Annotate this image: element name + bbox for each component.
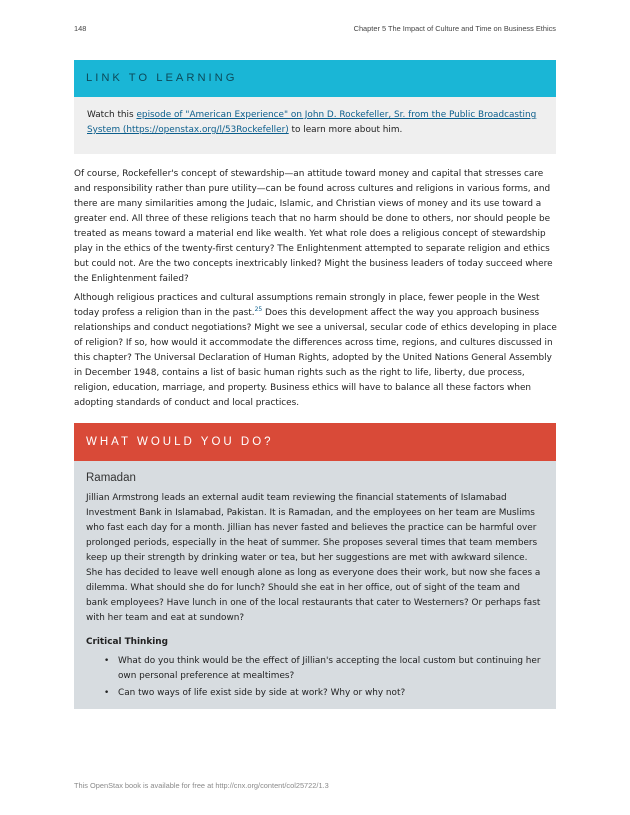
bullet-icon: • bbox=[104, 656, 110, 666]
critical-thinking-list bbox=[86, 654, 542, 701]
link-to-learning-title: LINK TO LEARNING bbox=[74, 60, 556, 97]
link-to-learning-body bbox=[74, 97, 556, 138]
page-header bbox=[74, 24, 556, 38]
paragraph-stewardship: Of course, Rockefeller's concept of stewardship—an attitude toward money and capital that stresses care and responsibility rather than pure utility—can be found across cultures and religions in various forms, and there are many similarities among the Judaic, Islamic, and Christian views of money and its use toward a greater end. All three of these religions teach that no harm should be done to others, nor should people be treated as means toward a material end like wealth. Yet what role does a religious concept of stewardship play in the ethics of the twenty-first century? The Enlightenment attempted to separate religion and ethics but could not. Are the two concepts inextricably linked? Might the business leaders of today succeed where the Enlightenment failed? bbox=[74, 169, 553, 284]
critical-thinking-heading: Critical Thinking bbox=[86, 637, 168, 647]
case-subtitle: Ramadan bbox=[86, 472, 136, 484]
case-text: Jillian Armstrong leads an external audit team reviewing the financial statements of Islamabad Investment Bank in Islamabad, Pakistan. It is Ramadan, and the employees on her team are Muslims who fast each day for a month. Jillian has never fasted and believes the practice can be harmful over prolonged periods, especially in the heat of summer. She proposes several times that team members keep up their strength by drinking water or tea, but her suggestions are met with awkward silence. She has decided to leave well enough alone as long as everyone does their work, but now she faces a dilemma. What should she do for lunch? Should she eat in her office, out of sight of the team and bank employees? Have lunch in one of the local restaurants that cater to Westerners? Or perhaps fast with her team and eat at sundown? bbox=[86, 493, 541, 623]
list-item bbox=[104, 686, 542, 701]
footnote-ref[interactable]: 25 bbox=[254, 306, 263, 314]
what-would-you-do-box bbox=[74, 423, 556, 709]
question-text: What do you think would be the effect of Jillian's accepting the local custom but continuing her own personal preference at mealtimes? bbox=[118, 656, 541, 681]
link-to-learning-box bbox=[74, 60, 556, 154]
paragraph-religion-part2: Does this development affect the way you approach business relationships and conduct negotiations? Might we see a universal, secular code of ethics developing in place of religion? If so, how would it accommodate the differences across time, regions, and cultures discussed in this chapter? The Universal Declaration of Human Rights, adopted by the United Nations General Assembly in December 1948, contains a list of basic human rights such as the right to life, liberty, due process, religion, education, marriage, and property. Business ethics will have to balance all these factors when adopting standards of conduct and local practices. bbox=[74, 308, 557, 408]
bullet-icon: • bbox=[104, 688, 110, 698]
what-would-you-do-content bbox=[74, 461, 556, 701]
page-footer: This OpenStax book is available for free at http://cnx.org/content/col25722/1.3 bbox=[74, 781, 329, 790]
link-text-after: to learn more about him. bbox=[288, 125, 403, 135]
what-would-you-do-title: WHAT WOULD YOU DO? bbox=[74, 423, 556, 461]
question-text: Can two ways of life exist side by side at work? Why or why not? bbox=[118, 688, 406, 698]
paragraph-religion bbox=[74, 291, 558, 411]
paragraph-religion-part1: Although religious practices and cultural assumptions remain strongly in place, fewer people in the West today profess a religion than in the past. bbox=[74, 293, 540, 318]
page-number: 148 bbox=[74, 24, 87, 33]
list-item bbox=[104, 654, 542, 684]
link-text-before: Watch this bbox=[87, 110, 137, 120]
rockefeller-episode-link[interactable]: episode of "American Experience" on John D. Rockefeller, Sr. from the Public Broadcasting System (https://openstax.org/l/53Rockefeller) bbox=[87, 110, 537, 135]
chapter-title: Chapter 5 The Impact of Culture and Time on Business Ethics bbox=[353, 24, 556, 33]
